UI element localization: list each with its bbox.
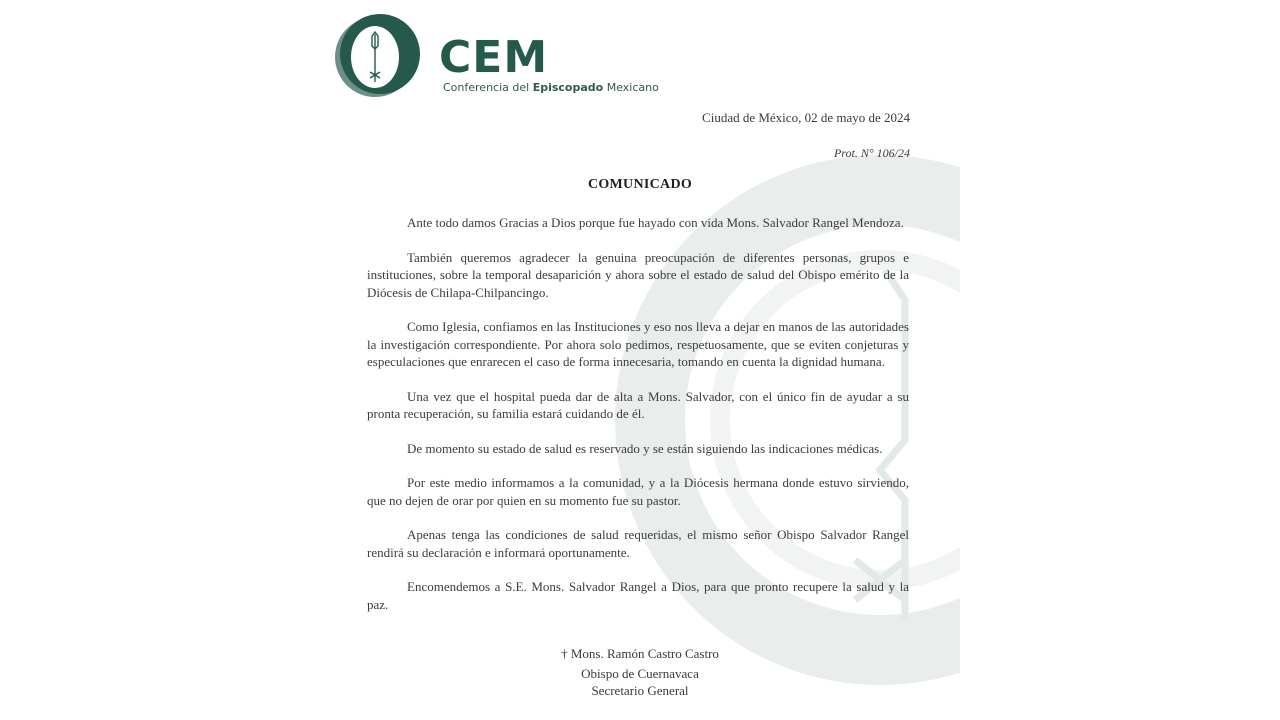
paragraph: También queremos agradecer la genuina preocupación de diferentes personas, grupos e instituciones, sobre la temporal desaparición y ahora sobre el estado de salud del Obispo emérito de la Diócesis de Chilapa-Chilpancingo.	[367, 249, 909, 300]
paragraph: Por este medio informamos a la comunidad, y a la Diócesis hermana donde estuvo sirviendo, que no dejen de orar por quien en su momento fue su pastor.	[367, 475, 909, 508]
logo-acronym: CEM	[439, 32, 549, 83]
protocol-number: Prot. N° 106/24	[833, 146, 910, 160]
document-body	[367, 214, 909, 630]
signature-block	[320, 645, 960, 699]
logo-org-bold: Episcopado	[532, 81, 604, 94]
cem-emblem-icon	[332, 12, 427, 102]
paragraph: De momento su estado de salud es reservado y se están siguiendo las indicaciones médicas.	[407, 440, 883, 456]
signatory-position: Secretario General	[591, 683, 689, 698]
date-line: Ciudad de México, 02 de mayo de 2024	[702, 110, 910, 125]
paragraph: Como Iglesia, confiamos en las Instituciones y eso nos lleva a dejar en manos de las autoridades la investigación correspondiente. Por ahora solo pedimos, respetuosamente, que se eviten conjeturas y especulaciones que enrarecen el caso de forma innecesaria, tomando en cuenta la dignidad humana.	[367, 319, 909, 369]
logo-org-suffix: Mexicano	[603, 81, 659, 94]
document-page	[320, 0, 960, 720]
signatory-name: † Mons. Ramón Castro Castro	[561, 646, 719, 661]
paragraph: Encomendemos a S.E. Mons. Salvador Rangel a Dios, para que pronto recupere la salud y la paz.	[367, 579, 909, 612]
paragraph: Una vez que el hospital pueda dar de alta a Mons. Salvador, con el único fin de ayudar a su pronta recuperación, su familia estará cuidando de él.	[367, 388, 909, 421]
document-title: COMUNICADO	[587, 177, 693, 192]
signatory-role: Obispo de Cuernavaca	[581, 666, 699, 681]
paragraph: Ante todo damos Gracias a Dios porque fue hayado con vida Mons. Salvador Rangel Mendoza.	[407, 215, 904, 230]
logo-org-prefix: Conferencia del	[443, 81, 533, 94]
paragraph: Apenas tenga las condiciones de salud requeridas, el mismo señor Obispo Salvador Rangel rendirá su declaración e informará oportunamente.	[367, 527, 909, 560]
logo-org-name	[443, 81, 659, 94]
cem-logo	[332, 12, 659, 102]
